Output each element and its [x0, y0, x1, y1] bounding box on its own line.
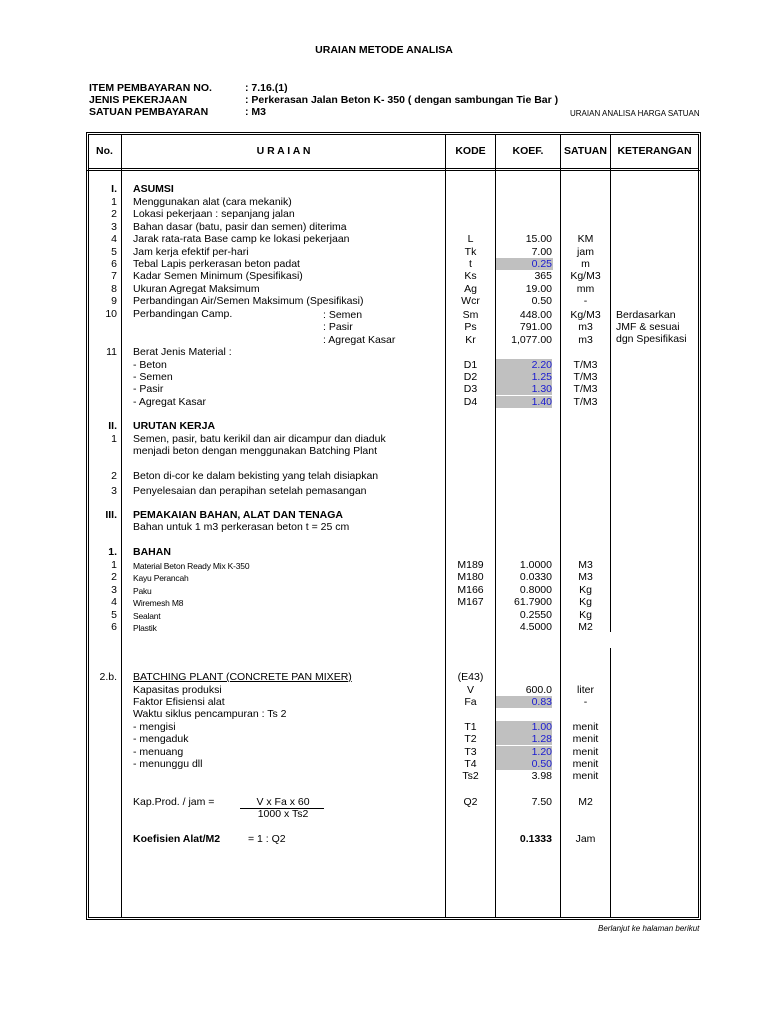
row-text: Perbandingan Camp. [133, 307, 233, 320]
section-title: PEMAKAIAN BAHAN, ALAT DAN TENAGA [133, 509, 343, 521]
row-koef: 1.28 [496, 733, 552, 745]
row-no: 3 [111, 485, 117, 497]
row-kode: M180 [457, 571, 484, 584]
row-satuan: menit [572, 733, 599, 746]
row-text: - Pasir [133, 383, 164, 396]
row-kode: T2 [464, 733, 477, 746]
row-satuan: M3 [578, 559, 593, 571]
row-no: 5 [111, 245, 117, 258]
row-kode: t [469, 258, 472, 270]
row-satuan: Kg/M3 [570, 309, 601, 321]
row-satuan: T/M3 [573, 383, 598, 396]
row-no: 1 [111, 559, 117, 571]
row-text: Beton di-cor ke dalam bekisting yang telah disiapkan [133, 470, 379, 482]
col-kode: KODE [455, 145, 486, 157]
section-title: ASUMSI [133, 183, 174, 195]
row-no: 4 [111, 233, 117, 246]
row-kode: M166 [457, 583, 484, 596]
row-text: Wiremesh M8 [133, 598, 184, 609]
row-no: 9 [111, 295, 117, 308]
row-koef: 365 [534, 270, 552, 283]
koef-formula: = 1 : Q2 [248, 833, 286, 845]
row-koef: 19.00 [525, 282, 552, 295]
col-koef: KOEF. [512, 145, 544, 157]
col-no: No. [96, 145, 113, 157]
row-satuan: m3 [578, 321, 593, 334]
row-text: Ukuran Agregat Maksimum [133, 282, 260, 295]
camp-label: : Agregat Kasar [323, 333, 396, 346]
row-text: - menunggu dll [133, 757, 203, 770]
section-no: 1. [108, 546, 117, 558]
row-text: Paku [133, 585, 152, 596]
row-kode: Ks [464, 270, 477, 283]
camp-label: : Pasir [323, 321, 353, 334]
row-text: - mengisi [133, 720, 176, 733]
row-koef: 791.00 [519, 321, 552, 334]
row-satuan: jam [577, 245, 594, 258]
row-satuan: T/M3 [573, 358, 598, 371]
row-kode: D4 [463, 395, 478, 408]
row-satuan: - [583, 695, 588, 708]
row-no: 3 [111, 220, 117, 233]
row-koef: 1.40 [496, 396, 552, 408]
row-text: Semen, pasir, batu kerikil dan air dicampur dan diaduk [133, 433, 386, 445]
row-text: Jarak rata-rata Base camp ke lokasi pekerjaan [133, 233, 350, 246]
row-satuan: Kg/M3 [570, 270, 601, 283]
section-no: 2.b. [99, 671, 117, 683]
row-kode: T4 [464, 757, 477, 770]
section-kode: (E43) [457, 671, 484, 683]
row-satuan: M2 [578, 621, 593, 633]
row-kode: D3 [463, 383, 478, 396]
row-text: Material Beton Ready Mix K-350 [133, 561, 250, 571]
row-kode: T1 [464, 720, 477, 733]
satuan-value: : M3 [245, 106, 266, 118]
row-koef: 61.7900 [514, 596, 552, 609]
row-no: 3 [111, 583, 117, 596]
row-kode: T3 [464, 745, 477, 758]
row-text: Kapasitas produksi [133, 683, 222, 696]
row-no: 2 [111, 470, 117, 482]
row-no: 2 [111, 571, 117, 584]
row-koef: 0.50 [496, 758, 552, 770]
section-title: URUTAN KERJA [133, 420, 216, 432]
row-no: 2 [111, 208, 117, 221]
kap-denominator: 1000 x Ts2 [257, 808, 309, 820]
row-satuan: Kg [579, 596, 592, 609]
row-text: Lokasi pekerjaan : sepanjang jalan [133, 208, 295, 221]
footer-note: Berlanjut ke halaman berikut [598, 924, 700, 933]
row-text: Kayu Perancah [133, 573, 189, 584]
row-kode: Wcr [461, 295, 480, 308]
keterangan-line: dgn Spesifikasi [616, 333, 687, 345]
row-no: 10 [105, 307, 117, 320]
row-text: - Agregat Kasar [133, 395, 206, 408]
row-no: 8 [111, 282, 117, 295]
row-kode: M167 [457, 596, 484, 609]
row-koef: 2.20 [496, 359, 552, 371]
row-kode: L [467, 233, 474, 246]
row-kode: Ts2 [462, 770, 479, 783]
col-keterangan: KETERANGAN [617, 145, 692, 157]
row-satuan: - [583, 295, 588, 308]
row-satuan: m3 [578, 333, 593, 346]
row-satuan: T/M3 [573, 395, 598, 408]
row-koef: 1.20 [496, 746, 552, 758]
row-text: Penyelesaian dan perapihan setelah pemasangan [133, 485, 367, 497]
row-kode: Kr [465, 333, 476, 346]
section-no: I. [111, 183, 117, 195]
row-satuan: KM [577, 233, 594, 246]
row-satuan: menit [572, 770, 599, 783]
jenis-value: : Perkerasan Jalan Beton K- 350 ( dengan sambungan Tie Bar ) [245, 94, 559, 106]
row-satuan: Kg [579, 608, 592, 621]
row-koef: 448.00 [519, 309, 552, 321]
row-koef: 15.00 [525, 233, 552, 246]
row-koef: 1.0000 [519, 559, 552, 571]
right-note: URAIAN ANALISA HARGA SATUAN [570, 109, 700, 118]
row-satuan: menit [572, 720, 599, 733]
section-no: III. [105, 509, 117, 521]
jenis-label: JENIS PEKERJAAN [89, 94, 188, 106]
row-koef: 3.98 [531, 770, 552, 783]
row-text: Kadar Semen Minimum (Spesifikasi) [133, 270, 303, 283]
row-kode: Ps [464, 321, 477, 334]
row-koef: 0.0330 [519, 571, 552, 584]
kap-kode: Q2 [463, 796, 478, 808]
row-kode: Sm [462, 309, 479, 321]
section-subtitle: Bahan untuk 1 m3 perkerasan beton t = 25 cm [133, 521, 350, 533]
kap-satuan: M2 [578, 796, 593, 808]
section-title: BATCHING PLANT (CONCRETE PAN MIXER) [133, 671, 352, 683]
camp-label: : Semen [323, 309, 363, 321]
row-kode: D1 [463, 358, 478, 371]
row-no: 4 [111, 596, 117, 609]
row-koef: 0.8000 [519, 583, 552, 596]
row-text: Jam kerja efektif per-hari [133, 245, 249, 258]
row-koef: 4.5000 [519, 621, 552, 633]
row-text: Plastik [133, 623, 157, 633]
row-text: Tebal Lapis perkerasan beton padat [133, 258, 300, 270]
row-satuan: m [581, 258, 590, 270]
koef-satuan: Jam [575, 833, 596, 845]
row-koef: 1.25 [496, 371, 552, 383]
koef-label: Koefisien Alat/M2 [133, 833, 221, 845]
row-no: 1 [111, 433, 117, 445]
row-text: Sealant [133, 610, 161, 621]
row-koef: 1.00 [496, 721, 552, 733]
row-text: Perbandingan Air/Semen Maksimum (Spesifikasi) [133, 295, 364, 308]
row-satuan: menit [572, 757, 599, 770]
row-no: 11 [106, 346, 117, 358]
koef-value: 0.1333 [519, 833, 552, 845]
row-koef: 0.2550 [519, 608, 552, 621]
row-no: 6 [111, 621, 117, 633]
row-satuan: menit [572, 745, 599, 758]
keterangan-line: Berdasarkan [616, 309, 676, 321]
row-kode: D2 [463, 370, 478, 383]
row-satuan: T/M3 [573, 370, 598, 383]
row-satuan: M3 [578, 571, 593, 584]
row-kode: Ag [464, 282, 477, 295]
kap-label: Kap.Prod. / jam = [133, 796, 215, 808]
row-koef: 0.83 [496, 696, 552, 708]
row-text: Menggunakan alat (cara mekanik) [133, 196, 292, 208]
row-kode: Tk [464, 245, 477, 258]
row-text: Faktor Efisiensi alat [133, 695, 225, 708]
satuan-label: SATUAN PEMBAYARAN [89, 106, 209, 118]
row-text: - Beton [133, 358, 167, 371]
row-text: Bahan dasar (batu, pasir dan semen) diterima [133, 220, 347, 233]
row-text: Waktu siklus pencampuran : Ts 2 [133, 708, 287, 721]
row-koef: 1,077.00 [511, 333, 552, 346]
row-kode: V [466, 683, 474, 696]
row-no: 5 [111, 608, 117, 621]
row-koef: 7.00 [531, 245, 552, 258]
page-title: URAIAN METODE ANALISA [315, 44, 453, 56]
row-satuan: mm [576, 282, 595, 295]
row-text: menjadi beton dengan menggunakan Batching Plant [133, 445, 378, 457]
row-koef: 600.0 [525, 683, 552, 696]
item-label: ITEM PEMBAYARAN NO. [89, 82, 212, 94]
col-satuan: SATUAN [564, 145, 607, 157]
row-text: - mengaduk [133, 733, 189, 746]
row-no: 1 [111, 196, 117, 208]
kap-numerator: V x Fa x 60 [256, 796, 310, 808]
keterangan-line: JMF & sesuai [616, 321, 680, 333]
kap-koef: 7.50 [531, 796, 552, 808]
row-satuan: Kg [579, 583, 592, 596]
bahan-title: BAHAN [133, 546, 171, 558]
row-text: - Semen [133, 370, 173, 383]
row-koef: 0.50 [531, 295, 552, 308]
row-kode: Fa [464, 695, 477, 708]
section-no: II. [108, 420, 117, 432]
col-uraian: U R A I A N [256, 145, 311, 157]
row-koef: 0.25 [496, 258, 553, 270]
row-text: - menuang [133, 745, 184, 758]
row-koef: 1.30 [496, 383, 552, 395]
row-no: 7 [111, 270, 117, 283]
row-kode: M189 [457, 559, 484, 571]
berat-title: Berat Jenis Material : [133, 346, 232, 358]
row-no: 6 [111, 258, 117, 270]
row-satuan: liter [577, 683, 594, 696]
item-value: : 7.16.(1) [245, 82, 288, 94]
